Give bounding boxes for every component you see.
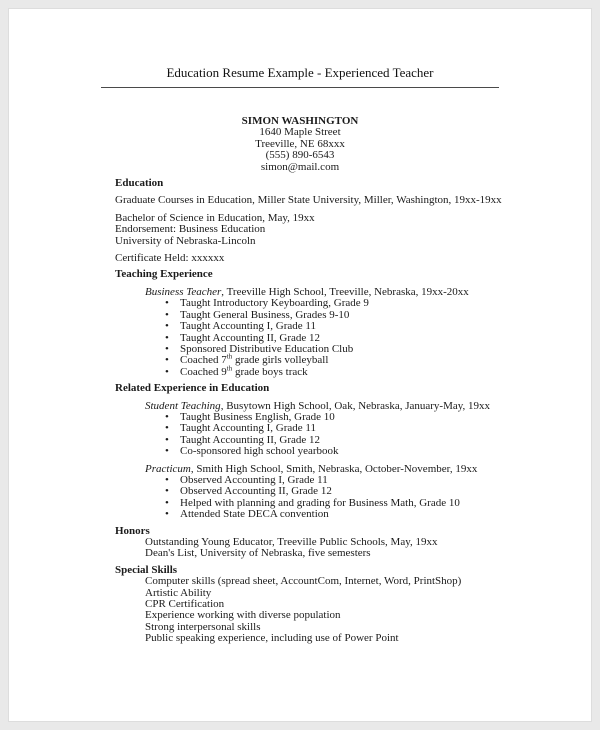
- job-detail: , Busytown High School, Oak, Nebraska, January-May, 19xx: [220, 399, 491, 412]
- resume-section: [115, 565, 553, 645]
- text-line: Graduate Courses in Education, Miller State University, Miller, Washington, 19xx-19xx: [115, 194, 502, 207]
- text-line: Strong interpersonal skills: [145, 620, 261, 633]
- job-block: [145, 464, 553, 521]
- bullet-text: Taught General Business, Grades 9-10: [180, 308, 350, 321]
- text-line: University of Nebraska-Lincoln: [115, 234, 256, 247]
- bullet-icon: •: [165, 365, 169, 378]
- section-heading: Teaching Experience: [115, 268, 213, 281]
- resume-section: [115, 383, 553, 520]
- text-line: Public speaking experience, including use of Power Point: [145, 632, 399, 645]
- bullet-icon: •: [165, 354, 169, 367]
- job-block: [145, 401, 553, 458]
- resume-section: [115, 178, 553, 264]
- contact-name: SIMON WASHINGTON: [241, 115, 359, 127]
- job-title: Student Teaching: [145, 399, 221, 412]
- ordinal-suffix: th: [226, 352, 233, 361]
- contact-line: 1640 Maple Street: [259, 126, 341, 139]
- bullet-icon: •: [165, 308, 169, 321]
- bullet-icon: •: [165, 342, 169, 355]
- paragraph: [145, 537, 553, 560]
- bullet-icon: •: [165, 331, 169, 344]
- contact-line: Treeville, NE 68xxx: [255, 137, 345, 150]
- title-underline: [101, 87, 499, 88]
- bullet-item: [165, 352, 553, 367]
- section-heading: Honors: [115, 524, 150, 537]
- bullet-icon: •: [165, 297, 169, 310]
- bullet-text: Helped with planning and grading for Business Math, Grade 10: [180, 496, 460, 509]
- contact-lines: [9, 127, 591, 173]
- job-title: Business Teacher: [145, 285, 222, 298]
- resume-body: [9, 178, 591, 645]
- bullet-item: [165, 298, 553, 309]
- contact-line: (555) 890-6543: [265, 149, 335, 162]
- bullet-icon: •: [165, 422, 169, 435]
- paragraph: [115, 195, 553, 206]
- resume-section: [115, 269, 553, 378]
- bullet-text: Taught Accounting I, Grade 11: [180, 320, 316, 333]
- text-line: Certificate Held: xxxxxx: [115, 252, 225, 265]
- bullet-list: [165, 298, 553, 378]
- doc-title: Education Resume Example - Experienced Teacher: [166, 65, 434, 80]
- bullet-icon: •: [165, 496, 169, 509]
- bullet-item: [165, 446, 553, 457]
- bullet-list: [165, 412, 553, 458]
- resume-page: [8, 8, 592, 722]
- doc-header: [9, 65, 591, 88]
- bullet-icon: •: [165, 410, 169, 423]
- bullet-list: [165, 475, 553, 521]
- text-line: Bachelor of Science in Education, May, 19xx: [115, 211, 315, 224]
- bullet-text: Taught Introductory Keyboarding, Grade 9: [180, 297, 369, 310]
- paragraph: [145, 576, 553, 644]
- text-line: Dean's List, University of Nebraska, five semesters: [145, 547, 371, 560]
- text-line: CPR Certification: [145, 598, 225, 611]
- bullet-text: Coached 9th grade boys track: [180, 364, 308, 378]
- bullet-icon: •: [165, 485, 169, 498]
- bullet-icon: •: [165, 473, 169, 486]
- bullet-icon: •: [165, 445, 169, 458]
- text-line: Computer skills (spread sheet, AccountCom, Internet, Word, PrintShop): [145, 575, 462, 588]
- job-block: [145, 287, 553, 378]
- resume-section: [115, 526, 553, 560]
- bullet-text: Taught Accounting II, Grade 12: [180, 433, 321, 446]
- bullet-icon: •: [165, 433, 169, 446]
- bullet-text: Coached 7th grade girls volleyball: [180, 352, 329, 367]
- bullet-icon: •: [165, 508, 169, 521]
- section-heading: Related Experience in Education: [115, 382, 270, 395]
- job-detail: , Treeville High School, Treeville, Nebraska, 19xx-20xx: [221, 285, 469, 298]
- job-title: Practicum: [145, 462, 191, 475]
- section-heading: Education: [115, 177, 164, 190]
- bullet-item: [165, 509, 553, 520]
- bullet-item: [165, 321, 553, 332]
- bullet-text: Observed Accounting II, Grade 12: [180, 485, 332, 498]
- bullet-text: Sponsored Distributive Education Club: [180, 342, 354, 355]
- bullet-text: Taught Accounting II, Grade 12: [180, 331, 321, 344]
- text-line: Endorsement: Business Education: [115, 223, 266, 236]
- text-line: Experience working with diverse population: [145, 609, 341, 622]
- bullet-text: Observed Accounting I, Grade 11: [180, 473, 328, 486]
- ordinal-suffix: th: [226, 364, 233, 373]
- text-line: Outstanding Young Educator, Treeville Public Schools, May, 19xx: [145, 536, 438, 548]
- paragraph: [115, 213, 553, 247]
- text-line: Artistic Ability: [145, 586, 212, 599]
- bullet-text: Attended State DECA convention: [180, 508, 329, 521]
- bullet-item: [165, 364, 553, 378]
- section-heading: Special Skills: [115, 563, 178, 576]
- paragraph: [115, 253, 553, 264]
- contact-block: [9, 116, 591, 173]
- bullet-icon: •: [165, 320, 169, 333]
- bullet-text: Co-sponsored high school yearbook: [180, 445, 339, 458]
- contact-line: simon@mail.com: [260, 160, 340, 173]
- job-detail: , Smith High School, Smith, Nebraska, October-November, 19xx: [190, 462, 478, 475]
- bullet-text: Taught Accounting I, Grade 11: [180, 422, 316, 435]
- bullet-text: Taught Business English, Grade 10: [180, 410, 335, 423]
